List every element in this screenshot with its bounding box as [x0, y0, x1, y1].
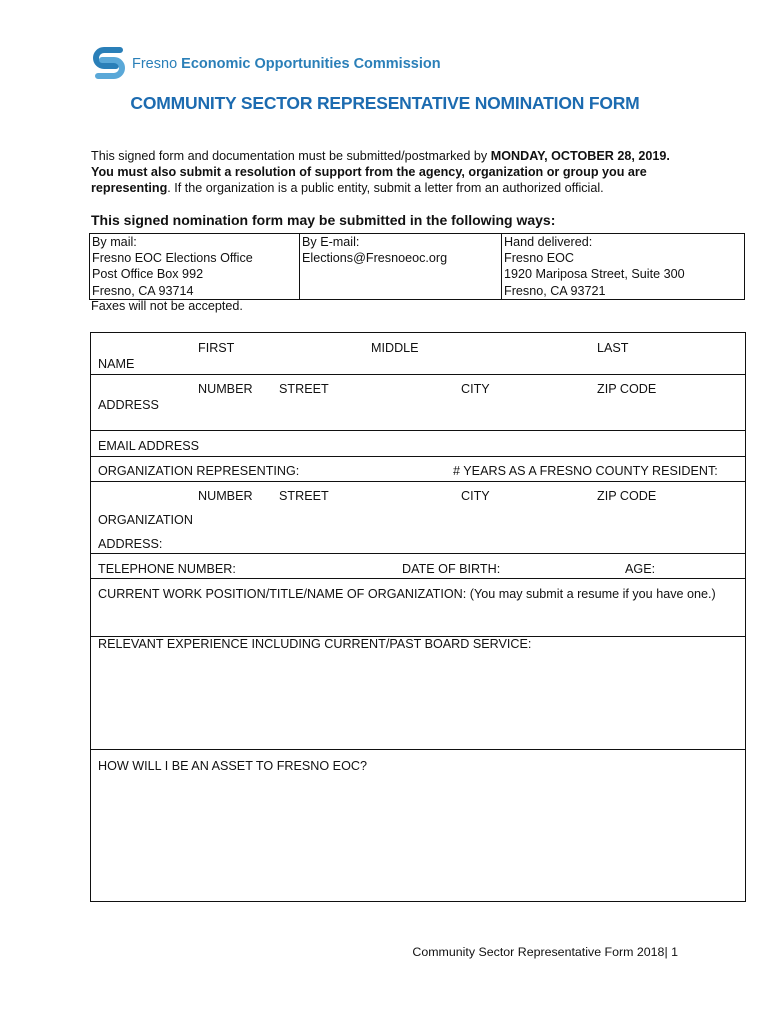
hand-delivered-cell — [502, 234, 745, 300]
years-resident-field[interactable]: # YEARS AS A FRESNO COUNTY RESIDENT: — [453, 464, 718, 478]
name-last-label: LAST — [597, 341, 629, 355]
row-divider — [91, 430, 745, 431]
row-divider — [91, 578, 745, 579]
organization-address-field[interactable]: ORGANIZATION — [98, 513, 193, 527]
address-zip-label: ZIP CODE — [597, 382, 657, 396]
nomination-form — [90, 332, 746, 902]
telephone-field[interactable]: TELEPHONE NUMBER: — [98, 562, 236, 576]
row-divider — [91, 456, 745, 457]
mail-line: Fresno, CA 93714 — [92, 283, 194, 298]
faxes-note: Faxes will not be accepted. — [91, 299, 243, 313]
row-divider — [91, 553, 745, 554]
hand-line: Fresno EOC — [504, 251, 574, 266]
name-first-label: FIRST — [198, 341, 235, 355]
org-address-zip-label: ZIP CODE — [597, 489, 657, 503]
organization-name — [132, 56, 441, 72]
date-of-birth-field[interactable]: DATE OF BIRTH: — [402, 562, 501, 576]
mail-cell — [90, 234, 300, 300]
mail-line: Post Office Box 992 — [92, 267, 204, 282]
row-divider — [91, 481, 745, 482]
hand-heading: Hand delivered: — [504, 235, 593, 249]
name-field[interactable]: NAME — [98, 357, 135, 371]
age-field[interactable]: AGE: — [625, 562, 656, 576]
email-address-field[interactable]: EMAIL ADDRESS — [98, 439, 200, 453]
org-name-light: Fresno — [132, 56, 178, 72]
row-divider — [91, 749, 745, 750]
org-address-city-label: CITY — [461, 489, 490, 503]
instructions-paragraph — [91, 148, 691, 196]
fresno-eoc-logo-icon — [90, 44, 128, 82]
relevant-experience-field[interactable]: RELEVANT EXPERIENCE INCLUDING CURRENT/PAST BOARD SERVICE: — [98, 637, 532, 651]
email-address-link[interactable]: Elections@Fresnoeoc.org — [302, 251, 448, 266]
mail-line: Fresno EOC Elections Office — [92, 251, 253, 266]
current-work-field[interactable]: CURRENT WORK POSITION/TITLE/NAME OF ORGANIZATION: (You may submit a resume if you have one.) — [98, 587, 716, 601]
page-footer: Community Sector Representative Form 2018| 1 — [412, 945, 678, 959]
submission-methods-heading: This signed nomination form may be submitted in the following ways: — [91, 212, 556, 228]
org-address-street-label: STREET — [279, 489, 329, 503]
name-middle-label: MIDDLE — [371, 341, 419, 355]
asset-to-eoc-field[interactable]: HOW WILL I BE AN ASSET TO FRESNO EOC? — [98, 759, 367, 773]
org-address-number-label: NUMBER — [198, 489, 253, 503]
intro-text-1: This signed form and documentation must be submitted/postmarked by — [91, 149, 491, 163]
address-city-label: CITY — [461, 382, 490, 396]
hand-line: 1920 Mariposa Street, Suite 300 — [504, 267, 685, 282]
row-divider — [91, 374, 745, 375]
intro-text-2: . If the organization is a public entity, submit a letter from an authorized official. — [167, 181, 604, 195]
intro-deadline: MONDAY, OCTOBER 28, 2019. You must also submit a resolution of support from the agency, organization or group you are representing — [91, 149, 670, 195]
org-name-bold: Economic Opportunities Commission — [181, 56, 441, 72]
mail-heading: By mail: — [92, 235, 137, 249]
hand-line: Fresno, CA 93721 — [504, 283, 606, 298]
email-cell — [300, 234, 502, 300]
address-street-label: STREET — [279, 382, 329, 396]
submission-methods-table — [89, 233, 745, 300]
address-number-label: NUMBER — [198, 382, 253, 396]
organization-representing-field[interactable]: ORGANIZATION REPRESENTING: — [98, 464, 300, 478]
organization-address-label: ADDRESS: — [98, 537, 163, 551]
form-title: COMMUNITY SECTOR REPRESENTATIVE NOMINATION FORM — [130, 93, 640, 113]
address-field[interactable]: ADDRESS — [98, 398, 159, 412]
email-heading: By E-mail: — [302, 235, 360, 249]
